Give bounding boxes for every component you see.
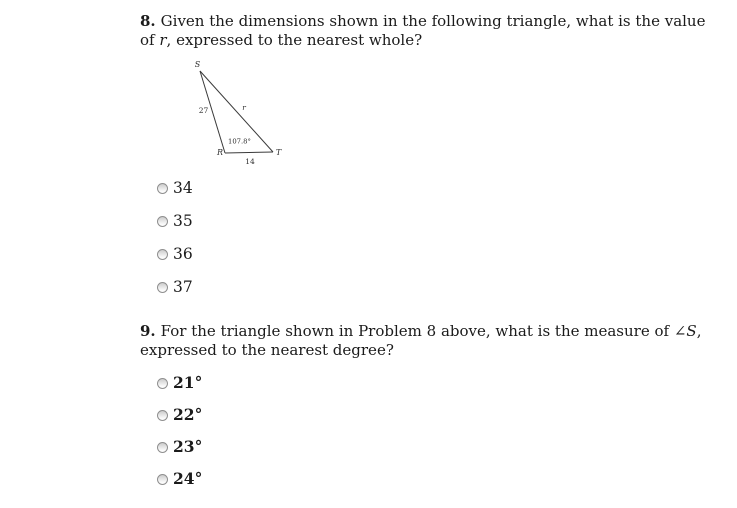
option-label: 21° <box>173 373 203 392</box>
triangle-diagram <box>190 56 295 172</box>
answer-option <box>157 211 193 231</box>
question-8-line-1 <box>140 12 705 31</box>
triangle-svg <box>190 56 295 168</box>
option-label: 23° <box>173 437 203 456</box>
radio-button[interactable] <box>157 282 168 293</box>
question-8-text <box>140 12 705 50</box>
answer-option <box>157 469 202 489</box>
answer-option <box>157 373 202 393</box>
question-8-line-2-prefix: of <box>140 31 160 49</box>
radio-button[interactable] <box>157 410 168 421</box>
question-9-line-1 <box>140 322 701 341</box>
radio-button[interactable] <box>157 442 168 453</box>
radio-button[interactable] <box>157 249 168 260</box>
answer-option <box>157 178 193 198</box>
vertex-t-label: T <box>275 148 282 157</box>
angle-symbol: ∠ <box>673 322 687 340</box>
question-9-options <box>157 373 202 501</box>
question-8-number: 8. <box>140 12 156 30</box>
vertex-s-label: S <box>194 60 201 69</box>
degree-symbol: ° <box>194 373 203 392</box>
answer-option <box>157 437 202 457</box>
question-9-variable: S <box>686 322 697 340</box>
radio-button[interactable] <box>157 183 168 194</box>
side-rt-length-label: 14 <box>245 157 255 166</box>
degree-symbol: ° <box>194 405 203 424</box>
question-9-line-1-text: For the triangle shown in Problem 8 above, what is the measure of <box>160 322 674 340</box>
degree-symbol: ° <box>194 469 203 488</box>
question-9-line-2-text: expressed to the nearest degree? <box>140 341 394 359</box>
answer-option <box>157 277 193 297</box>
radio-button[interactable] <box>157 216 168 227</box>
answer-option <box>157 405 202 425</box>
side-sr-length-label: 27 <box>198 106 209 115</box>
degree-symbol: ° <box>194 437 203 456</box>
triangle-side-rt <box>225 152 273 153</box>
radio-button[interactable] <box>157 474 168 485</box>
radio-button[interactable] <box>157 378 168 389</box>
question-8-variable: r <box>159 31 167 49</box>
question-8-options <box>157 178 193 310</box>
question-9-number: 9. <box>140 322 156 340</box>
option-label: 35 <box>173 212 193 230</box>
option-label: 22° <box>173 405 203 424</box>
question-9-text <box>140 322 701 360</box>
side-st-variable-label: r <box>242 103 246 112</box>
option-label: 37 <box>173 278 193 296</box>
option-label: 34 <box>173 179 193 197</box>
question-9-line-2 <box>140 341 701 360</box>
vertex-r-label: R <box>216 148 224 157</box>
angle-r-measure-label: 107.8° <box>228 137 251 146</box>
question-8-line-2 <box>140 31 705 50</box>
question-9-line-1-suffix: , <box>696 322 702 340</box>
question-8-line-1-text: Given the dimensions shown in the following triangle, what is the value <box>160 12 706 30</box>
question-8-line-2-suffix: , expressed to the nearest whole? <box>166 31 423 49</box>
answer-option <box>157 244 193 264</box>
option-label: 24° <box>173 469 203 488</box>
option-label: 36 <box>173 245 193 263</box>
